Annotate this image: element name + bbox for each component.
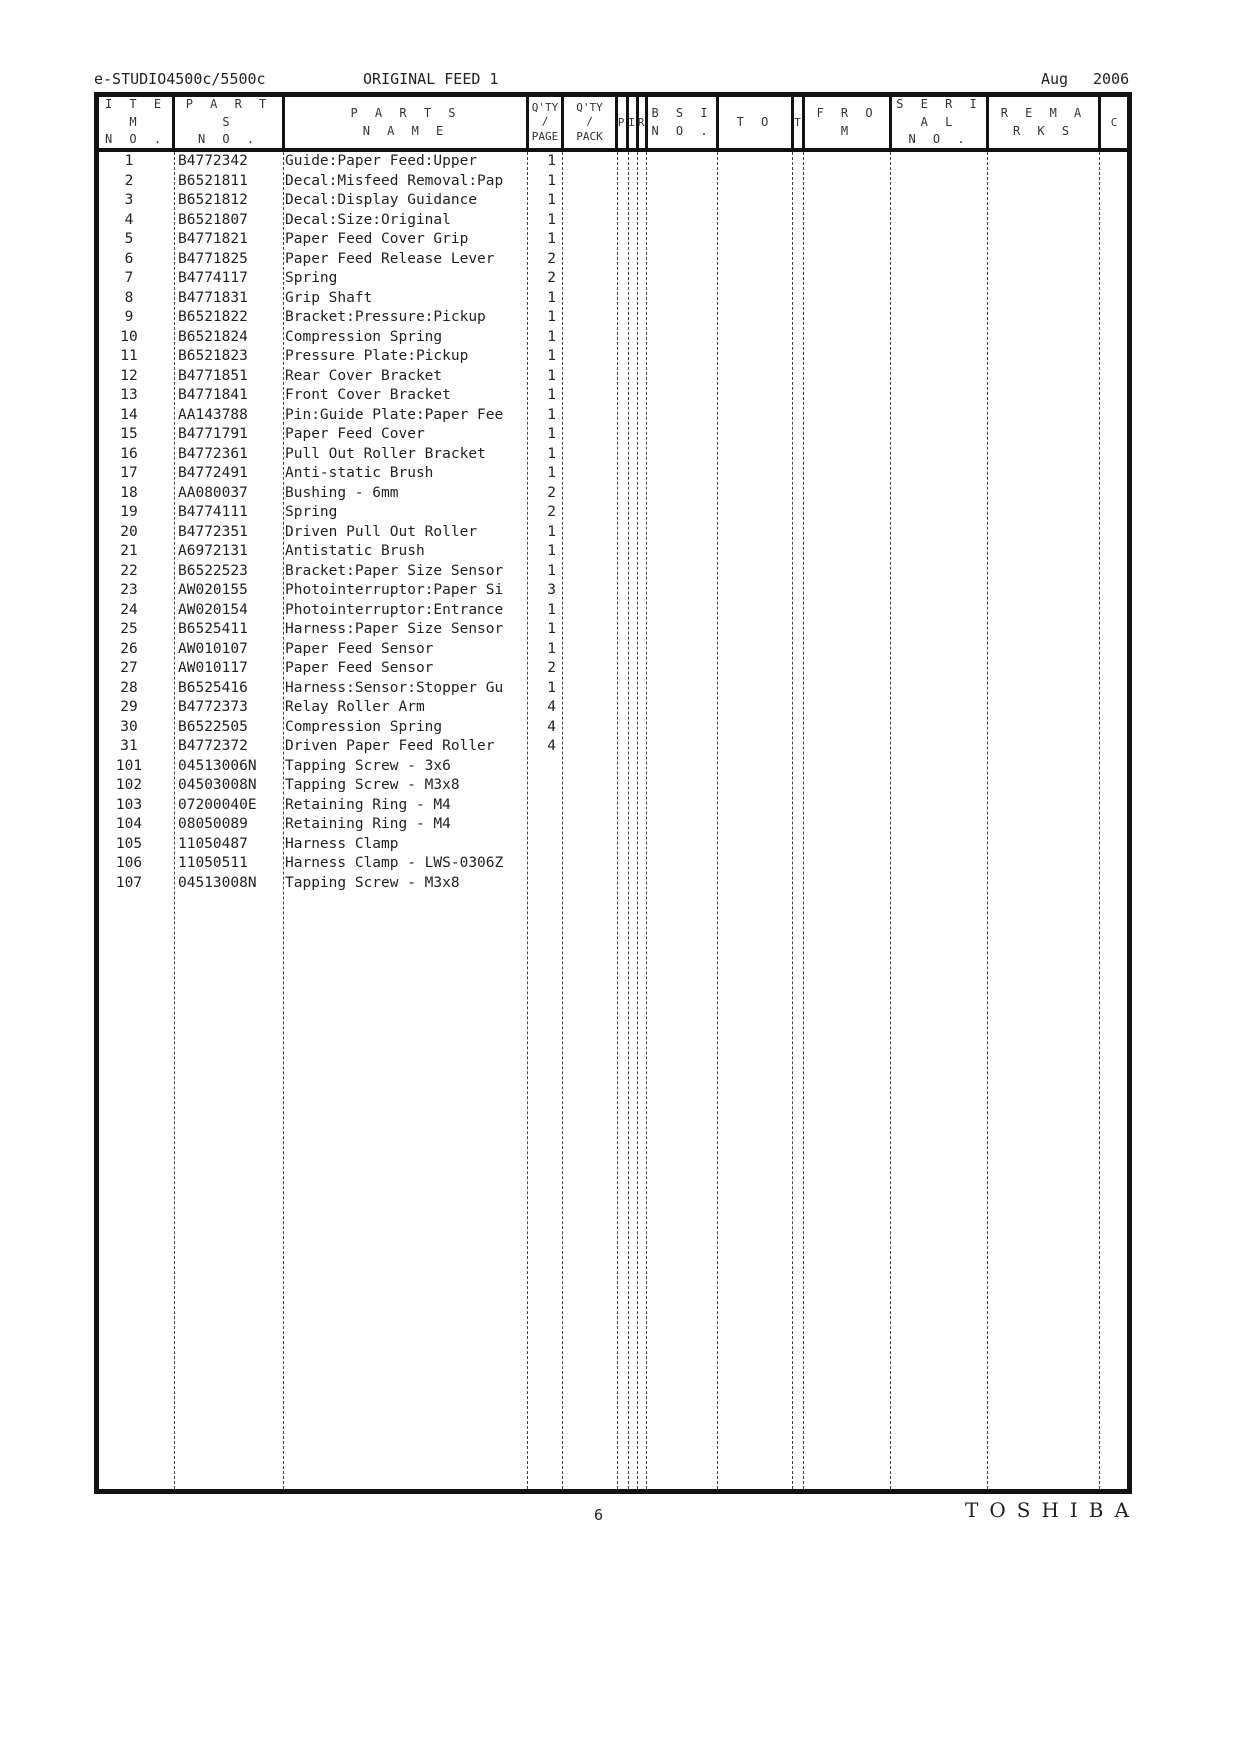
part-number: B6521812 xyxy=(178,192,248,208)
table-row xyxy=(99,737,1127,757)
item-number: 104 xyxy=(115,816,143,832)
table-row xyxy=(99,718,1127,738)
part-name: Decal:Display Guidance xyxy=(285,192,478,208)
item-number: 10 xyxy=(120,328,138,345)
qty-per-page: 2 xyxy=(547,250,556,267)
page-number: 6 xyxy=(594,1506,604,1524)
part-name: Retaining Ring - M4 xyxy=(285,816,451,832)
item-number: 28 xyxy=(120,679,138,696)
col-serial-header: S E R I A L N O . xyxy=(896,97,982,147)
item-number: 102 xyxy=(115,777,143,793)
part-number: B4771821 xyxy=(178,231,248,247)
item-number: 106 xyxy=(115,855,143,871)
part-name: Photointerruptor:Entrance xyxy=(285,601,504,618)
part-name: Paper Feed Cover Grip xyxy=(285,231,469,247)
item-number: 26 xyxy=(120,640,138,657)
table-row xyxy=(99,445,1127,465)
part-number: 08050089 xyxy=(178,816,248,832)
col-r-header: R xyxy=(637,115,645,129)
table-row xyxy=(99,874,1127,894)
part-number: B4772361 xyxy=(178,445,248,462)
table-row xyxy=(99,386,1127,406)
table-row xyxy=(99,250,1127,270)
qty-per-page: 1 xyxy=(547,348,556,364)
part-number: 04513008N xyxy=(178,874,257,891)
date-month: Aug xyxy=(1041,70,1069,88)
part-name: Bushing - 6mm xyxy=(285,484,399,501)
item-number: 24 xyxy=(120,601,138,618)
col-qty-page-header: Q'TY / PAGE xyxy=(531,101,559,143)
item-number: 3 xyxy=(124,192,134,208)
part-name: Harness:Paper Size Sensor xyxy=(285,621,504,637)
qty-per-page: 1 xyxy=(547,445,556,462)
table-row xyxy=(99,835,1127,855)
table-row xyxy=(99,503,1127,523)
item-number: 21 xyxy=(120,543,138,559)
table-row xyxy=(99,211,1127,231)
part-number: B4771825 xyxy=(178,250,248,267)
table-row xyxy=(99,230,1127,250)
qty-per-page: 1 xyxy=(547,621,556,637)
qty-per-page: 1 xyxy=(547,367,556,384)
part-number: B4772373 xyxy=(178,699,248,715)
part-name: Spring xyxy=(285,504,338,520)
part-number: B6522523 xyxy=(178,562,248,579)
item-number: 29 xyxy=(120,699,138,715)
item-number: 17 xyxy=(120,465,138,481)
part-number: 11050511 xyxy=(178,855,248,871)
part-name: Bracket:Paper Size Sensor xyxy=(285,562,504,579)
col-to-header: T O xyxy=(736,114,774,129)
part-name: Harness Clamp - LWS-0306Z xyxy=(285,855,504,871)
item-number: 9 xyxy=(124,309,134,325)
qty-per-page: 1 xyxy=(547,387,556,403)
part-name: Spring xyxy=(285,270,338,286)
table-row xyxy=(99,757,1127,777)
table-row xyxy=(99,367,1127,387)
part-name: Photointerruptor:Paper Si xyxy=(285,582,504,598)
part-name: Tapping Screw - M3x8 xyxy=(285,874,460,891)
table-row xyxy=(99,542,1127,562)
item-number: 23 xyxy=(120,582,138,598)
part-name: Relay Roller Arm xyxy=(285,699,425,715)
part-number: A6972131 xyxy=(178,543,248,559)
part-number: B4772372 xyxy=(178,738,248,754)
part-number: B4772351 xyxy=(178,523,248,540)
table-row xyxy=(99,152,1127,172)
part-name: Harness Clamp xyxy=(285,835,399,852)
part-name: Paper Feed Sensor xyxy=(285,660,434,676)
item-number: 107 xyxy=(115,874,143,891)
part-number: 04503008N xyxy=(178,777,257,793)
item-number: 20 xyxy=(120,523,138,540)
col-t-header: T xyxy=(794,115,801,129)
part-name: Guide:Paper Feed:Upper xyxy=(285,153,478,169)
col-parts-name-header: P A R T S N A M E xyxy=(350,106,461,138)
part-number: 04513006N xyxy=(178,757,257,774)
item-number: 6 xyxy=(124,250,134,267)
table-row xyxy=(99,269,1127,289)
part-name: Anti-static Brush xyxy=(285,465,434,481)
item-number: 19 xyxy=(120,504,138,520)
table-row xyxy=(99,464,1127,484)
table-row xyxy=(99,347,1127,367)
part-number: B6525416 xyxy=(178,679,248,696)
part-name: Rear Cover Bracket xyxy=(285,367,443,384)
item-number: 14 xyxy=(120,406,138,423)
part-name: Retaining Ring - M4 xyxy=(285,796,451,813)
part-name: Pressure Plate:Pickup xyxy=(285,348,469,364)
part-number: B4771791 xyxy=(178,426,248,442)
part-name: Driven Paper Feed Roller xyxy=(285,738,495,754)
item-number: 22 xyxy=(120,562,138,579)
item-number: 4 xyxy=(124,211,134,228)
part-name: Decal:Size:Original xyxy=(285,211,451,228)
table-row xyxy=(99,679,1127,699)
part-name: Driven Pull Out Roller xyxy=(285,523,478,540)
item-number: 2 xyxy=(124,172,134,189)
item-number: 103 xyxy=(115,796,143,813)
qty-per-page: 1 xyxy=(547,231,556,247)
qty-per-page: 1 xyxy=(547,289,556,306)
part-number: B4774117 xyxy=(178,270,248,286)
table-row xyxy=(99,191,1127,211)
section-title: ORIGINAL FEED 1 xyxy=(363,70,499,88)
table-row xyxy=(99,776,1127,796)
table-row xyxy=(99,581,1127,601)
item-number: 8 xyxy=(124,289,134,306)
item-number: 31 xyxy=(120,738,138,754)
qty-per-page: 2 xyxy=(547,660,556,676)
part-name: Antistatic Brush xyxy=(285,543,425,559)
part-name: Pull Out Roller Bracket xyxy=(285,445,486,462)
table-row xyxy=(99,659,1127,679)
part-name: Tapping Screw - 3x6 xyxy=(285,757,451,774)
part-name: Grip Shaft xyxy=(285,289,373,306)
qty-per-page: 1 xyxy=(547,406,556,423)
model-name: e-STUDIO4500c/5500c xyxy=(94,70,266,88)
part-name: Paper Feed Cover xyxy=(285,426,425,442)
qty-per-page: 1 xyxy=(547,309,556,325)
table-row xyxy=(99,601,1127,621)
part-name: Compression Spring xyxy=(285,718,443,735)
part-number: B6521822 xyxy=(178,309,248,325)
table-row xyxy=(99,289,1127,309)
part-number: B4771841 xyxy=(178,387,248,403)
table-row xyxy=(99,815,1127,835)
part-name: Compression Spring xyxy=(285,328,443,345)
item-number: 27 xyxy=(120,660,138,676)
item-number: 1 xyxy=(124,153,134,169)
col-qty-pack-header: Q'TY / PACK xyxy=(576,101,603,143)
qty-per-page: 1 xyxy=(547,679,556,696)
table-row xyxy=(99,523,1127,543)
table-row xyxy=(99,484,1127,504)
item-number: 101 xyxy=(115,757,143,774)
part-name: Pin:Guide Plate:Paper Fee xyxy=(285,406,504,423)
qty-per-page: 2 xyxy=(547,484,556,501)
table-row xyxy=(99,308,1127,328)
table-row xyxy=(99,640,1127,660)
qty-per-page: 1 xyxy=(547,153,556,169)
col-from-header: F R O M xyxy=(816,106,878,138)
qty-per-page: 3 xyxy=(547,582,556,598)
table-row xyxy=(99,698,1127,718)
part-name: Paper Feed Sensor xyxy=(285,640,434,657)
part-name: Tapping Screw - M3x8 xyxy=(285,777,460,793)
qty-per-page: 1 xyxy=(547,328,556,345)
item-number: 15 xyxy=(120,426,138,442)
part-number: AA143788 xyxy=(178,406,248,423)
item-number: 11 xyxy=(120,348,138,364)
part-name: Harness:Sensor:Stopper Gu xyxy=(285,679,504,696)
table-row xyxy=(99,562,1127,582)
part-name: Front Cover Bracket xyxy=(285,387,451,403)
qty-per-page: 1 xyxy=(547,601,556,618)
qty-per-page: 1 xyxy=(547,172,556,189)
part-number: B4772491 xyxy=(178,465,248,481)
item-number: 16 xyxy=(120,445,138,462)
part-number: B6521824 xyxy=(178,328,248,345)
part-name: Decal:Misfeed Removal:Pap xyxy=(285,172,504,189)
part-name: Paper Feed Release Lever xyxy=(285,250,495,267)
qty-per-page: 2 xyxy=(547,270,556,286)
qty-per-page: 4 xyxy=(547,718,556,735)
qty-per-page: 1 xyxy=(547,640,556,657)
table-row xyxy=(99,620,1127,640)
part-number: B6522505 xyxy=(178,718,248,735)
col-bsi-header: B S I N O . xyxy=(651,106,713,138)
qty-per-page: 1 xyxy=(547,192,556,208)
col-i-header: I xyxy=(628,115,635,129)
part-number: 11050487 xyxy=(178,835,248,852)
date-year: 2006 xyxy=(1093,70,1130,88)
part-number: B4771851 xyxy=(178,367,248,384)
table-row xyxy=(99,796,1127,816)
table-row xyxy=(99,425,1127,445)
item-number: 105 xyxy=(115,835,143,852)
item-number: 18 xyxy=(120,484,138,501)
part-number: AW020154 xyxy=(178,601,248,618)
item-number: 5 xyxy=(124,231,134,247)
part-number: AW010117 xyxy=(178,660,248,676)
table-row xyxy=(99,406,1127,426)
qty-per-page: 1 xyxy=(547,562,556,579)
qty-per-page: 2 xyxy=(547,504,556,520)
qty-per-page: 4 xyxy=(547,738,556,754)
part-number: 07200040E xyxy=(178,796,257,813)
item-number: 13 xyxy=(120,387,138,403)
parts-list-table xyxy=(94,92,1132,1494)
part-number: B4771831 xyxy=(178,289,248,306)
table-row xyxy=(99,854,1127,874)
col-p-header: P xyxy=(617,115,625,129)
item-number: 25 xyxy=(120,621,138,637)
qty-per-page: 1 xyxy=(547,426,556,442)
col-c-header: C xyxy=(1110,115,1118,129)
part-number: B6521807 xyxy=(178,211,248,228)
part-number: B6521823 xyxy=(178,348,248,364)
part-number: AA080037 xyxy=(178,484,248,501)
item-number: 7 xyxy=(124,270,134,286)
col-remarks-header: R E M A R K S xyxy=(1000,106,1087,138)
col-parts-no-header: P A R T S N O . xyxy=(185,97,272,147)
part-number: B4774111 xyxy=(178,504,248,520)
qty-per-page: 1 xyxy=(547,543,556,559)
qty-per-page: 1 xyxy=(547,211,556,228)
qty-per-page: 1 xyxy=(547,523,556,540)
part-number: B4772342 xyxy=(178,153,248,169)
qty-per-page: 4 xyxy=(547,699,556,715)
col-item-header: I T E M N O . xyxy=(104,97,167,147)
part-number: B6521811 xyxy=(178,172,248,189)
part-number: AW010107 xyxy=(178,640,248,657)
table-row xyxy=(99,328,1127,348)
brand-name: TOSHIBA xyxy=(965,1498,1140,1522)
part-number: AW020155 xyxy=(178,582,248,598)
qty-per-page: 1 xyxy=(547,465,556,481)
part-name: Bracket:Pressure:Pickup xyxy=(285,309,486,325)
item-number: 30 xyxy=(120,718,138,735)
item-number: 12 xyxy=(120,367,138,384)
part-number: B6525411 xyxy=(178,621,248,637)
table-row xyxy=(99,172,1127,192)
